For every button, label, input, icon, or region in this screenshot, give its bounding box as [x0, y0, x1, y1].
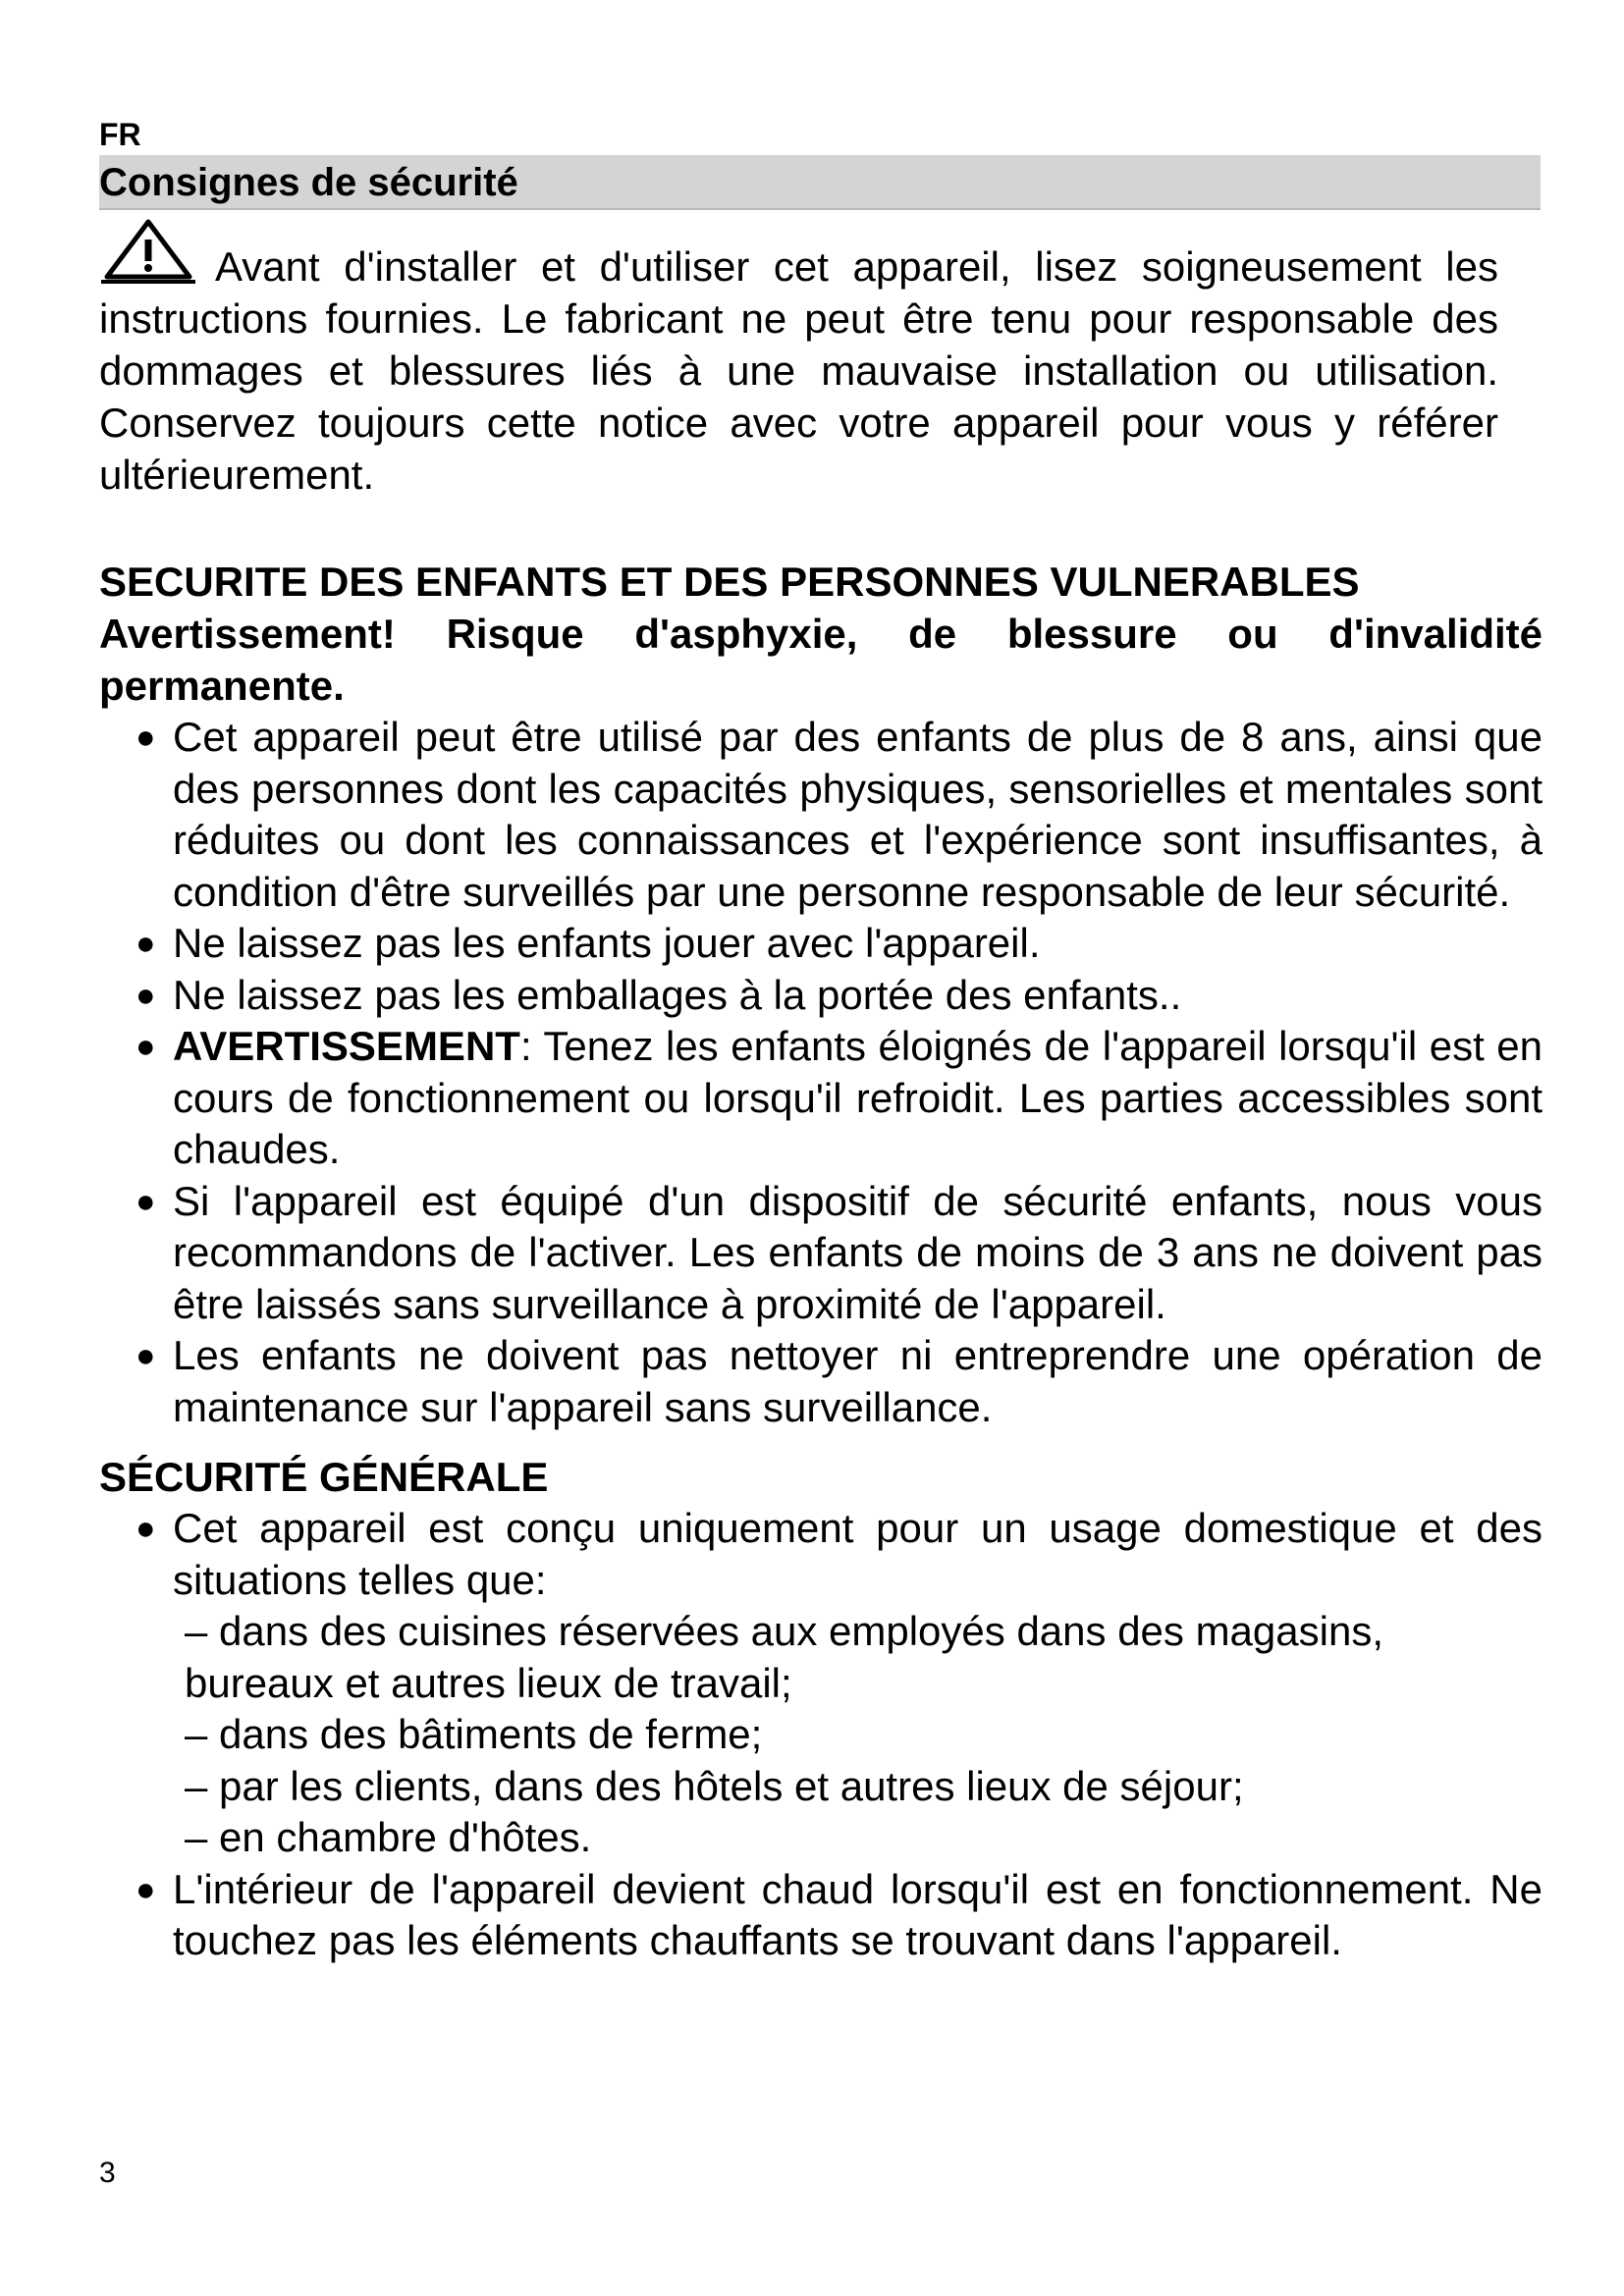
list-item: ● Ne laissez pas les enfants jouer avec l'appareil.: [99, 918, 1543, 970]
children-safety-list: [99, 712, 1543, 1433]
sublist-item: – par les clients, dans des hôtels et autres lieux de séjour;: [185, 1762, 1244, 1809]
list-item: ● Ne laissez pas les emballages à la portée des enfants..: [99, 970, 1543, 1022]
bullet-icon: ●: [135, 1870, 156, 1908]
list-item: ● L'intérieur de l'appareil devient chaud lorsqu'il est en fonctionnement. Ne touchez pas les éléments chauffants se trouvant dans l'appareil.: [135, 1865, 1543, 1963]
sublist-item: – dans des cuisines réservées aux employés dans des magasins, bureaux et autres lieux de travail;: [185, 1608, 1383, 1706]
intro-text: Avant d'installer et d'utiliser cet appareil, lisez soigneusement les instructions fournies. Le fabricant ne peut être tenu pour responsable des dommages et blessures liés à une mauvaise installation ou utilisation. Conservez toujours cette notice avec votre appareil pour vous y référer ultérieurement.: [99, 243, 1498, 498]
general-safety-list: [99, 1503, 1543, 1967]
section-title-bar: [99, 155, 1541, 210]
bullet-icon: ●: [135, 976, 156, 1014]
bullet-icon: ●: [135, 1510, 156, 1547]
page-number: 3: [99, 2157, 116, 2189]
bullet-icon: ●: [135, 1028, 156, 1065]
bullet-icon: ●: [135, 925, 156, 962]
list-item-warning: ● AVERTISSEMENT: Tenez les enfants éloignés de l'appareil lorsqu'il est en cours de fonctionnement ou lorsqu'il refroidit. Les parties accessibles sont chaudes.: [135, 1023, 1543, 1172]
sublist-item: – en chambre d'hôtes.: [185, 1814, 592, 1860]
warning-triangle-icon: [99, 218, 197, 285]
safety-content: [99, 556, 1543, 1967]
intro-paragraph: [99, 218, 1498, 501]
section-title: Consignes de sécurité: [99, 161, 518, 204]
warning-lead: AVERTISSEMENT: [173, 1023, 520, 1069]
children-safety-heading: SECURITE DES ENFANTS ET DES PERSONNES VULNERABLES: [99, 559, 1360, 605]
list-item: ● Les enfants ne doivent pas nettoyer ni entreprendre une opération de maintenance sur l'appareil sans surveillance.: [135, 1332, 1543, 1430]
sublist-item: – dans des bâtiments de ferme;: [185, 1711, 763, 1757]
general-safety-heading: SÉCURITÉ GÉNÉRALE: [99, 1454, 549, 1500]
list-item: ● Cet appareil est conçu uniquement pour un usage domestique et des situations telles que: – dans des cuisines réservées aux employés dans des magasins, bureaux et autres lieux de travail; – dans des bâtiments de ferme; – par les clients, dans des hôtels et autres lieux de séjour; – en chambre d'hôtes.: [99, 1503, 1543, 1864]
bullet-icon: ●: [135, 719, 156, 756]
usage-sublist: [173, 1606, 1543, 1864]
bullet-icon: ●: [135, 1182, 156, 1220]
list-item: ● Si l'appareil est équipé d'un dispositif de sécurité enfants, nous vous recommandons de l'activer. Les enfants de moins de 3 ans ne doivent pas être laissés sans surveillance à proximité de l'appareil.: [135, 1177, 1543, 1327]
children-safety-warning: Avertissement! Risque d'asphyxie, de blessure ou d'invalidité permanente.: [99, 611, 1543, 709]
language-tag: FR: [99, 117, 141, 152]
list-item: ● Cet appareil peut être utilisé par des enfants de plus de 8 ans, ainsi que des personnes dont les capacités physiques, sensorielles et mentales sont réduites ou dont les connaissances et l'expérience sont insuffisantes, à condition d'être surveillés par une personne responsable de leur sécurité.: [135, 714, 1543, 915]
bullet-icon: ●: [135, 1337, 156, 1374]
